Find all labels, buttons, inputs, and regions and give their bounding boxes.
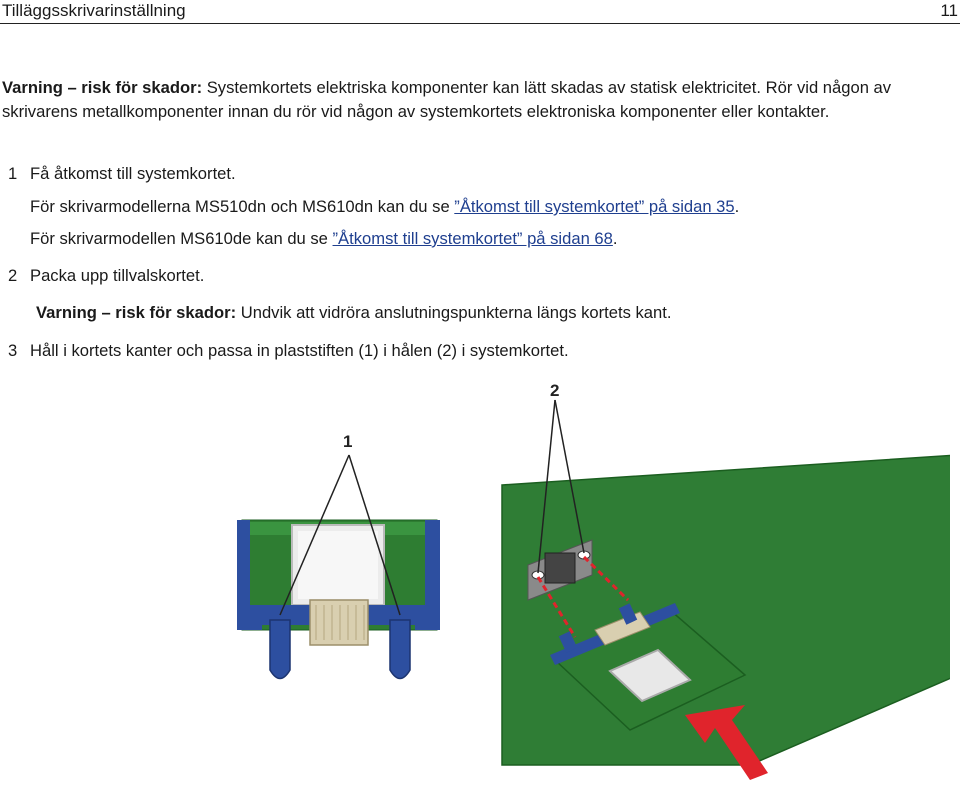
- callout-2: 2: [550, 381, 560, 400]
- sub-2-prefix: För skrivarmodellen MS610de kan du se: [30, 229, 333, 248]
- page-header: [0, 0, 960, 24]
- step-2-number: 2: [8, 266, 18, 285]
- warning-label: Varning – risk för skador:: [2, 78, 203, 97]
- insertion-illustration: [500, 375, 950, 780]
- chip-surface: [298, 531, 378, 599]
- board-connector: [545, 553, 575, 583]
- plastic-pin-right: [390, 620, 410, 679]
- step-1-text: Få åtkomst till systemkortet.: [30, 164, 236, 183]
- step-3-text: Håll i kortets kanter och passa in plaststiften (1) i hålen (2) i systemkortet.: [30, 341, 569, 360]
- warning-text: Systemkortets elektriska komponenter kan lätt skadas av statisk elektricitet. Rör vid någon av skrivarens metallkomponenter innan du rör vid någon av systemkortets elektroniska komponenter eller kontakter.: [2, 78, 892, 121]
- step-2-warning-label: Varning – risk för skador:: [36, 303, 237, 322]
- option-card-illustration: [232, 425, 482, 690]
- header-title: Tilläggsskrivarinställning: [2, 1, 186, 20]
- step-2-warning: [36, 302, 671, 324]
- callout-1: 1: [343, 432, 353, 451]
- sub-1-suffix: .: [734, 197, 740, 216]
- step-2-text: Packa upp tillvalskortet.: [30, 266, 205, 285]
- sub-1-prefix: För skrivarmodellerna MS510dn och MS610dn kan du se: [30, 197, 455, 216]
- sub-2-suffix: .: [612, 229, 618, 248]
- step-2-warning-text: Undvik att vidröra anslutningspunkterna längs kortets kant.: [236, 303, 672, 322]
- card-connector: [310, 600, 368, 645]
- step-1-sub-1: [30, 196, 739, 218]
- page-number: 11: [940, 1, 958, 20]
- step-3-number: 3: [8, 341, 18, 360]
- warning-intro: [2, 76, 957, 123]
- step-1-sub-2: [30, 228, 618, 250]
- plastic-pin-left: [270, 620, 290, 679]
- link-access-page-68[interactable]: ”Åtkomst till systemkortet” på sidan 68: [332, 229, 613, 248]
- link-access-page-35[interactable]: ”Åtkomst till systemkortet” på sidan 35: [454, 197, 735, 216]
- step-1-number: 1: [8, 164, 18, 183]
